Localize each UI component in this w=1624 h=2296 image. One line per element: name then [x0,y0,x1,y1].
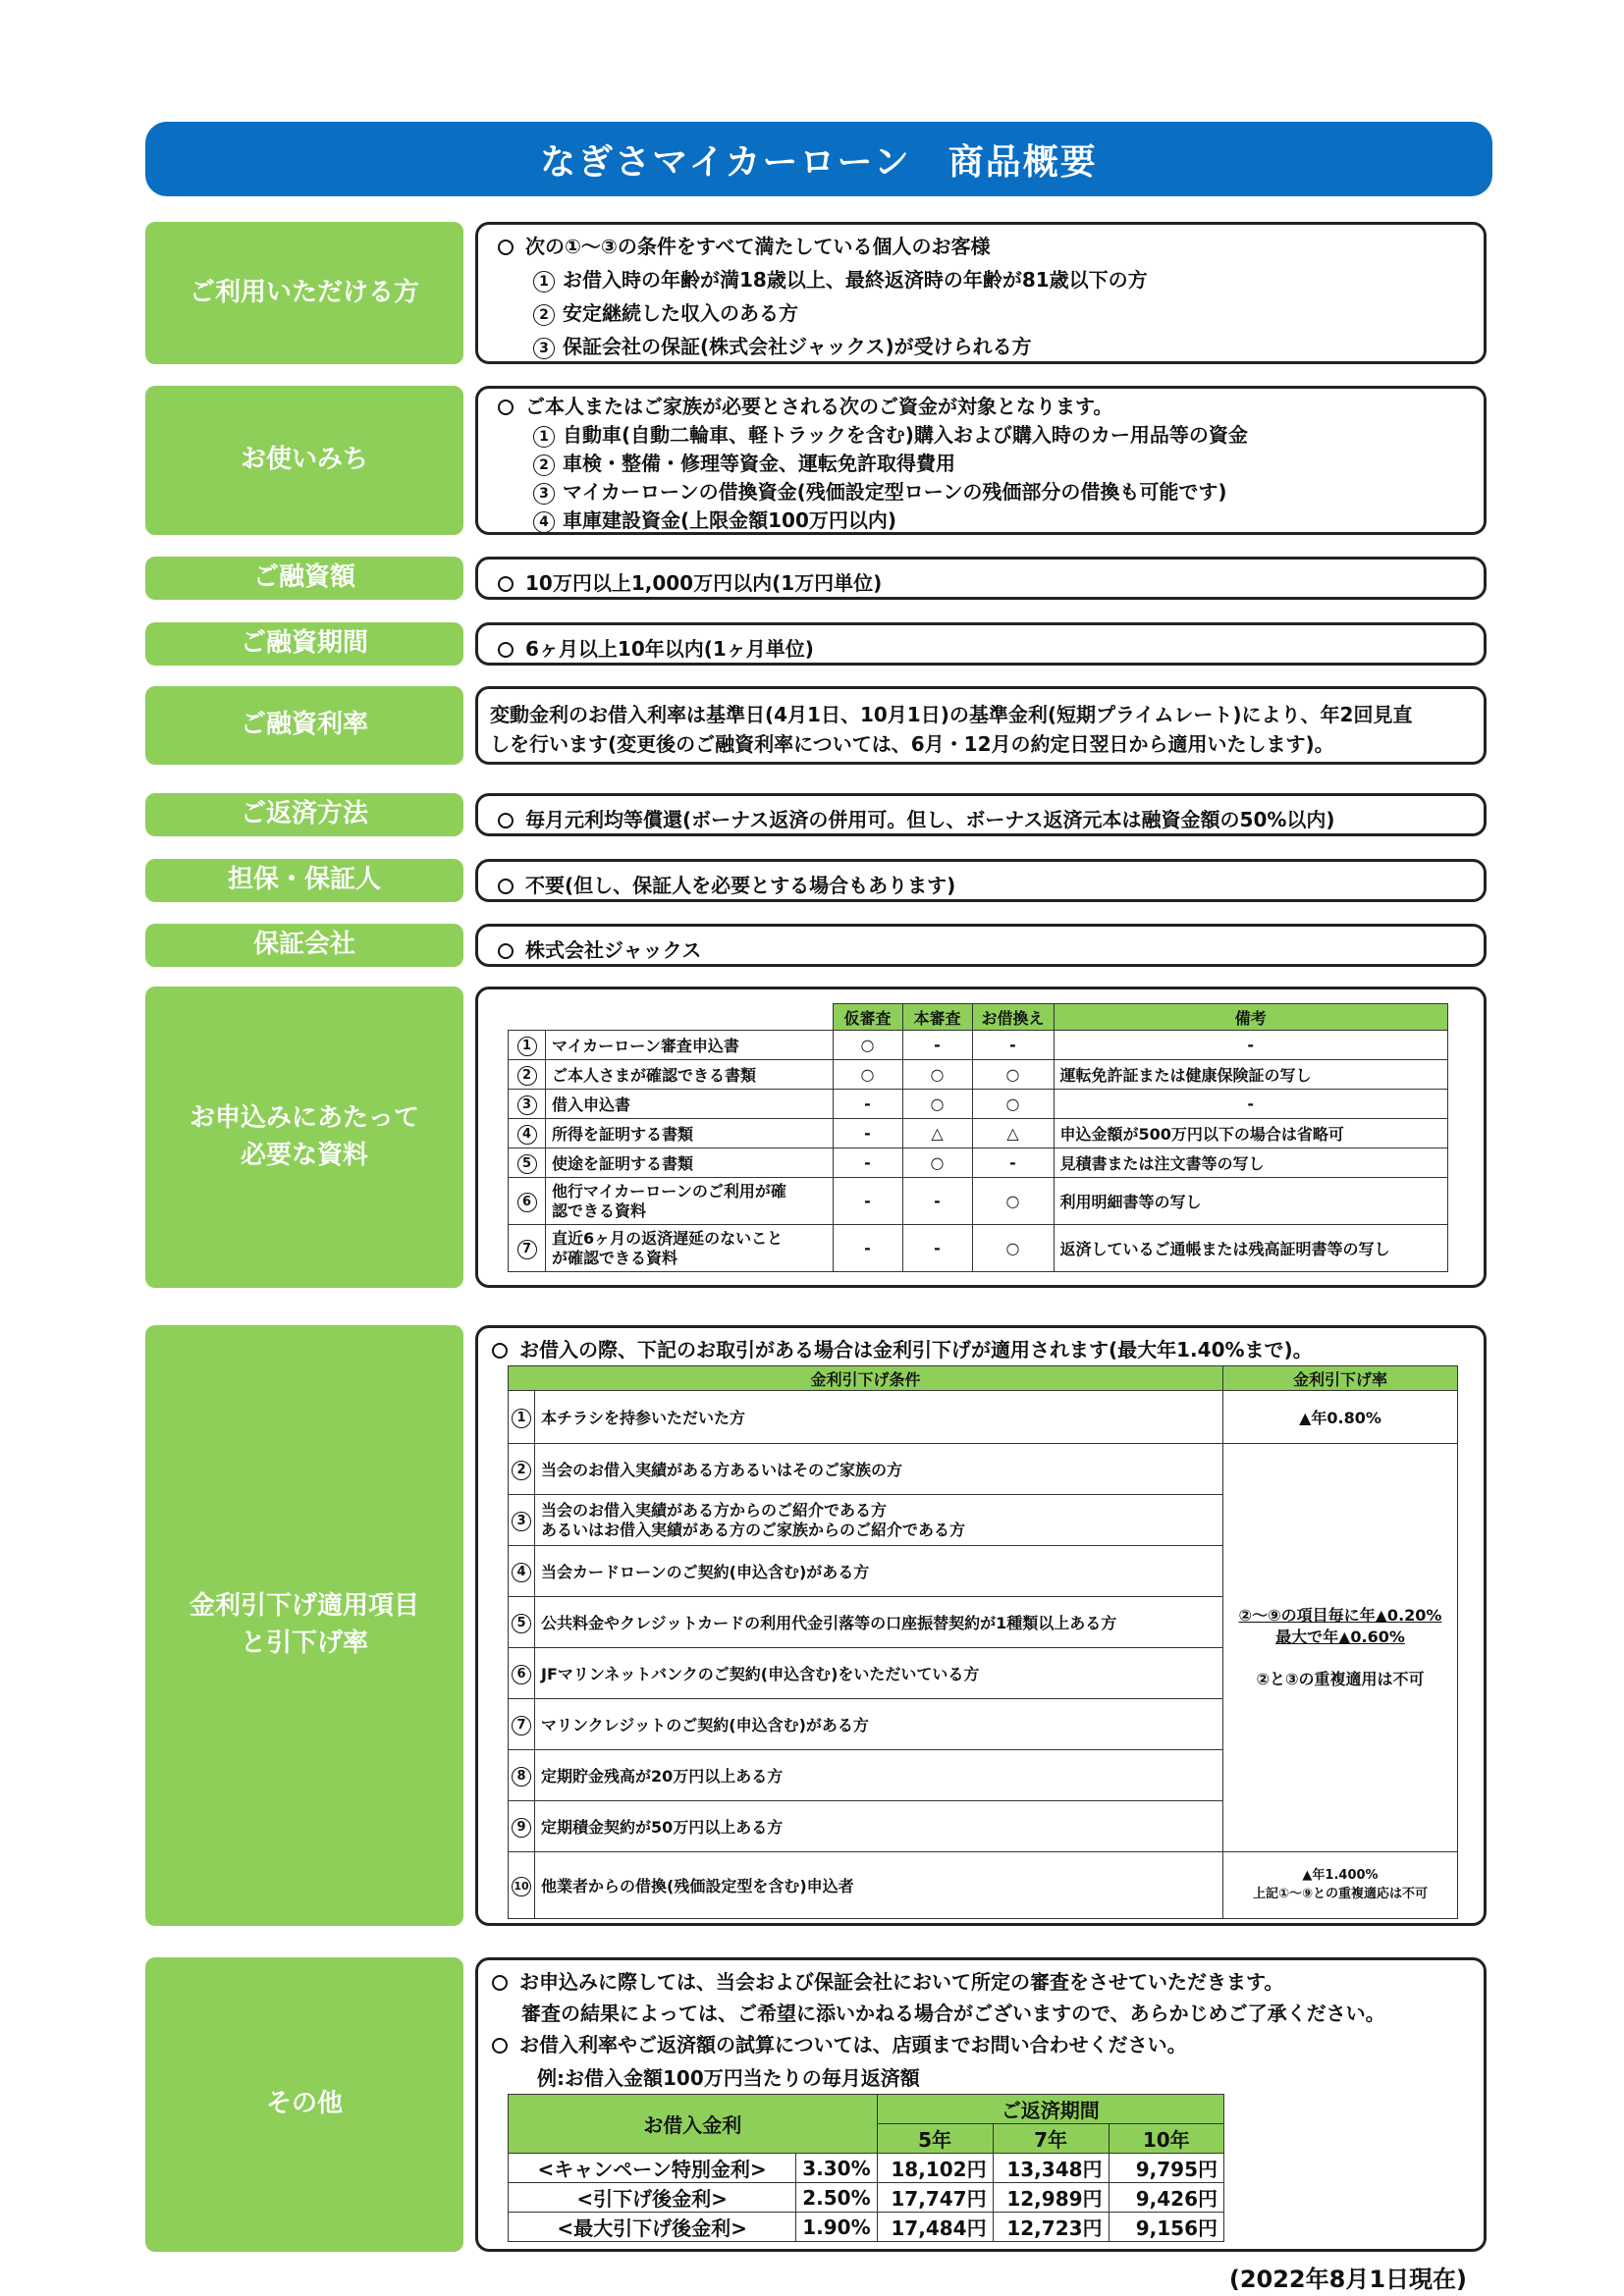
example-table: お借入金利 ご返済期間 5年 7年 10年 <キャンペーン特別金利> 3.30% 18,102円 13,348円 9,795円 <引下げ後金利> 2.50% 17,747円 12,989円 9,426円 <最大引下げ後金利> 1.90% 17,484円 12,723円 9,156円 [508,2094,1224,2242]
label-documents: お申込みにあたって 必要な資料 [145,987,463,1288]
page-title: なぎさマイカーローン 商品概要 [145,122,1492,196]
documents-table: 仮審査 本審査 お借換え 備考 1 マイカーローン審査申込書 ○ - - - 2 ご本人さまが確認できる書類 ○ ○ ○ 運転免許証または健康保険証の写し 3 借入申込書 - ○ ○ - 4 所得を証明する書類 - △ △ 申込金額が500万円以下の場合は省略可 5 使途を証明する書類 - ○ - 見積書または注文書等の写し 6 他行マイカーローンのご利用が確 認できる資料 - - ○ 利用明細書等の写し 7 直近6ヶ月の返済遅延のないこと が確認できる資料 - - ○ 返済しているご通帳または残高証明書等の写し [508,1003,1448,1272]
box-collateral: 不要(但し、保証人を必要とする場合もあります) [475,859,1487,902]
eligibility-item: 2 安定継続した収入のある方 [533,297,798,326]
label-rate: ご融資利率 [145,686,463,765]
box-other: お申込みに際しては、当会および保証会社において所定の審査をさせていただきます。 審査の結果によっては、ご希望に添いかねる場合がございますので、あらかじめご了承ください。 お借入利率やご返済額の試算については、店頭までお問い合わせください。 例:お借入金額100万円当たりの毎月返済額 お借入金利 ご返済期間 5年 7年 10年 <キャンペーン特別金利> 3.30% 18,102円 13,348円 9,795円 <引下げ後金利> 2.50% 17,747円 12,989円 9,426円 <最大引下げ後金利> 1.90% 17,484円 12,723円 9,156円 [475,1957,1487,2252]
label-discount: 金利引下げ適用項目 と引下げ率 [145,1325,463,1926]
box-eligibility [475,222,1487,364]
purpose-item: 1 自動車(自動二輪車、軽トラックを含む)購入および購入時のカー用品等の資金 [533,419,1248,448]
eligibility-item: 3 保証会社の保証(株式会社ジャックス)が受けられる方 [533,331,1032,359]
table-row: 4 所得を証明する書類 - △ △ 申込金額が500万円以下の場合は省略可 [509,1119,1448,1148]
box-discount [475,1325,1487,1926]
circle-bullet-icon [498,642,514,658]
table-row: 10 他業者からの借換(残価設定型を含む)申込者 ▲年1.400% 上記①～⑨との重複適応は不可 [509,1852,1458,1919]
circle-bullet-icon [498,576,514,592]
box-guarantor: 株式会社ジャックス [475,924,1487,967]
circle-bullet-icon [498,813,514,828]
label-repayment: ご返済方法 [145,793,463,836]
label-collateral: 担保・保証人 [145,859,463,902]
box-term: 6ヶ月以上10年以内(1ヶ月単位) [475,622,1487,666]
circle-bullet-icon [498,400,514,415]
table-row: 8 定期貯金残高が20万円以上ある方 [509,1750,1458,1801]
label-term: ご融資期間 [145,622,463,666]
purpose-item: 4 車庫建設資金(上限金額100万円以内) [533,505,896,533]
table-row: <引下げ後金利> 2.50% 17,747円 12,989円 9,426円 [509,2183,1224,2213]
circle-bullet-icon [492,1343,508,1359]
date-note: (2022年8月1日現在) [1228,2266,1467,2293]
table-row: 3 借入申込書 - ○ ○ - [509,1090,1448,1119]
table-row: 5 公共料金やクレジットカードの利用代金引落等の口座振替契約が1種類以上ある方 [509,1597,1458,1648]
circle-bullet-icon [498,240,514,255]
eligibility-lead: 次の①～③の条件をすべて満たしている個人のお客様 [498,231,990,259]
purpose-item: 3 マイカーローンの借換資金(残価設定型ローンの残価部分の借換も可能です) [533,476,1226,505]
circle-bullet-icon [492,2038,508,2054]
circle-bullet-icon [498,943,514,959]
circle-bullet-icon [498,879,514,894]
table-row: 2 当会のお借入実績がある方あるいはそのご家族の方 ②～⑨の項目毎に年▲0.20% 最大で年▲0.60% ②と③の重複適用は不可 [509,1444,1458,1495]
box-amount: 10万円以上1,000万円以内(1万円単位) [475,557,1487,600]
label-purpose: お使いみち [145,386,463,535]
box-documents [475,987,1487,1288]
table-row: 9 定期積金契約が50万円以上ある方 [509,1801,1458,1852]
circle-bullet-icon [492,1975,508,1991]
discount-table: 金利引下げ条件 金利引下げ率 1 本チラシを持参いただいた方 ▲年0.80% 2 当会のお借入実績がある方あるいはそのご家族の方 ②～⑨の項目毎に年▲0.20% 最大で年▲0.60% ②と③の重複適用は不可 3 当会のお借入実績がある方からのご紹介である方 あるいはお借入実績がある方のご家族からのご紹介である方 4 当会カードローンのご契約(申込含む)がある方 5 公共料金やクレジットカードの利用代金引落等の口座振替契約が1種類以上ある方 6 JFマリンネットバンクのご契約(申込含む)をいただいている方 7 マリンクレジットのご契約(申込含む)がある方 8 定期貯金残高が20万円以上ある方 9 定期積金契約が50万円以上ある方 10 他業者からの借換(残価設定型を含む)申込者 ▲年1.400% 上記①～⑨との重複適応は不可 [508,1365,1458,1919]
table-row: 1 マイカーローン審査申込書 ○ - - - [509,1031,1448,1060]
table-row: 7 直近6ヶ月の返済遅延のないこと が確認できる資料 - - ○ 返済しているご通帳または残高証明書等の写し [509,1225,1448,1272]
label-amount: ご融資額 [145,557,463,600]
table-row: <最大引下げ後金利> 1.90% 17,484円 12,723円 9,156円 [509,2213,1224,2242]
purpose-lead: ご本人またはご家族が必要とされる次のご資金が対象となります。 [498,391,1112,419]
purpose-item: 2 車検・整備・修理等資金、運転免許取得費用 [533,448,955,476]
table-row: 3 当会のお借入実績がある方からのご紹介である方 あるいはお借入実績がある方のご家族からのご紹介である方 [509,1495,1458,1546]
box-rate: 変動金利のお借入利率は基準日(4月1日、10月1日)の基準金利(短期プライムレート)により、年2回見直 しを行います(変更後のご融資利率については、6月・12月の約定日翌日から適用いたします)。 [475,686,1487,765]
table-row: <キャンペーン特別金利> 3.30% 18,102円 13,348円 9,795円 [509,2154,1224,2183]
table-row: 5 使途を証明する書類 - ○ - 見積書または注文書等の写し [509,1148,1448,1178]
table-row: 4 当会カードローンのご契約(申込含む)がある方 [509,1546,1458,1597]
table-row: 1 本チラシを持参いただいた方 ▲年0.80% [509,1391,1458,1444]
label-guarantor: 保証会社 [145,924,463,967]
example-title: 例:お借入金額100万円当たりの毎月返済額 [537,2066,920,2090]
table-row: 2 ご本人さまが確認できる書類 ○ ○ ○ 運転免許証または健康保険証の写し [509,1060,1448,1090]
table-row: 6 JFマリンネットバンクのご契約(申込含む)をいただいている方 [509,1648,1458,1699]
table-row: 6 他行マイカーローンのご利用が確 認できる資料 - - ○ 利用明細書等の写し [509,1178,1448,1225]
group-rate-cell: ②～⑨の項目毎に年▲0.20% 最大で年▲0.60% ②と③の重複適用は不可 [1223,1444,1458,1852]
label-other: その他 [145,1957,463,2252]
table-row: 7 マリンクレジットのご契約(申込含む)がある方 [509,1699,1458,1750]
eligibility-item: 1 お借入時の年齢が満18歳以上、最終返済時の年齢が81歳以下の方 [533,264,1148,293]
label-eligibility: ご利用いただける方 [145,222,463,364]
discount-lead: お借入の際、下記のお取引がある場合は金利引下げが適用されます(最大年1.40%まで)。 [492,1334,1313,1362]
box-purpose [475,386,1487,535]
box-repayment: 毎月元利均等償還(ボーナス返済の併用可。但し、ボーナス返済元本は融資金額の50%以内) [475,793,1487,836]
